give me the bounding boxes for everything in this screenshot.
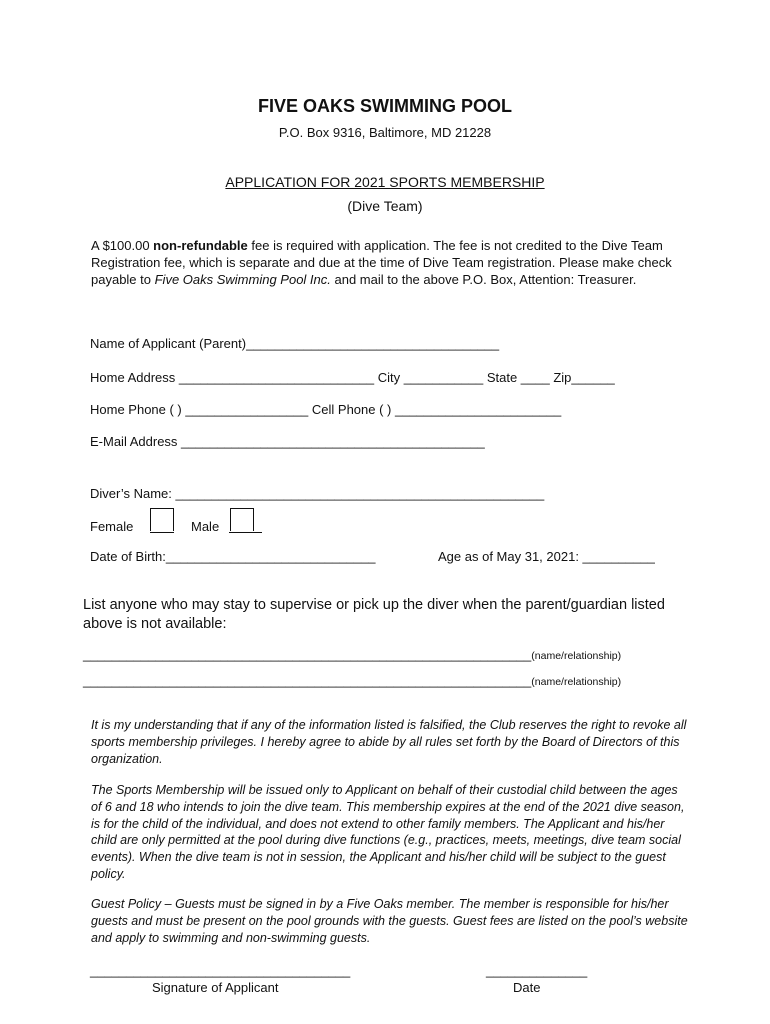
- date-of-birth-field[interactable]: Date of Birth:_____________________________: [90, 549, 376, 564]
- phone-field[interactable]: Home Phone ( ) _________________ Cell Phone ( ) _______________________: [90, 402, 562, 417]
- signature-line[interactable]: ____________________________________: [90, 963, 351, 978]
- male-checkbox[interactable]: [230, 508, 254, 531]
- application-subtitle: (Dive Team): [347, 198, 423, 214]
- email-field[interactable]: E-Mail Address __________________________________________: [90, 434, 485, 449]
- membership-paragraph: The Sports Membership will be issued only to Applicant on behalf of their custodial child between the ages of 6 and 18 who intends to join the dive team. This membership expires at the end of the 2021 dive season, is for the child of the individual, and does not extend to other family members. The Applicant and his/her child are only permitted at the pool during dive functions (e.g., practices, meets, meetings, dive team social events). When the dive team is not in session, the Applicant and his/her child will be subject to the guest policy.: [91, 783, 685, 881]
- signature-label: Signature of Applicant: [152, 980, 279, 995]
- fee-text-bold: non-refundable: [153, 238, 248, 253]
- application-title: [0, 174, 770, 190]
- application-title-text: APPLICATION FOR 2021 SPORTS MEMBERSHIP: [225, 174, 545, 190]
- supervisor-line-1-blank: ______________________________________________________________: [83, 647, 532, 662]
- mailing-address: P.O. Box 9316, Baltimore, MD 21228: [278, 125, 492, 140]
- document-title: FIVE OAKS SWIMMING POOL: [257, 96, 512, 116]
- fee-text-1: A $100.00: [91, 238, 154, 253]
- supervisor-line-1-suffix: (name/relationship): [531, 650, 622, 662]
- falsification-paragraph: It is my understanding that if any of the information listed is falsified, the Club reserves the right to revoke all sports membership privileges. I hereby agree to abide by all rules set forth by the Board of Directors of this organization.: [91, 718, 687, 766]
- female-label: Female: [90, 519, 134, 534]
- supervisor-instructions: List anyone who may stay to supervise or pick up the diver when the parent/guardian listed above is not available:: [83, 597, 665, 632]
- guest-policy-paragraph: Guest Policy – Guests must be signed in by a Five Oaks member. The member is responsible for his/her guests and must be present on the pool grounds with the guests. Guest fees are listed on the pool’s website and apply to swimming and non-swimming guests.: [91, 897, 688, 945]
- date-line[interactable]: ______________: [486, 963, 588, 978]
- fee-text-payee: Five Oaks Swimming Pool Inc.: [154, 272, 331, 287]
- fee-text-2: fee is required with application. The fee is not credited to the Dive Team Registration fee, which is separate and due at the time of Dive Team registration. Please make check payable to: [91, 238, 672, 287]
- fee-text-3: and mail to the above P.O. Box, Attention: Treasurer.: [330, 272, 637, 287]
- home-address-field[interactable]: Home Address ___________________________ City ___________ State ____ Zip______: [90, 370, 615, 385]
- supervisor-line-1[interactable]: [83, 647, 621, 662]
- supervisor-line-2[interactable]: [83, 673, 621, 688]
- diver-name-field[interactable]: Diver’s Name: ___________________________________________________: [90, 486, 545, 501]
- female-checkbox-underline: [150, 532, 174, 533]
- supervisor-line-2-suffix: (name/relationship): [531, 676, 622, 688]
- applicant-name-field[interactable]: Name of Applicant (Parent)___________________________________: [90, 336, 500, 351]
- date-label: Date: [513, 980, 541, 995]
- male-checkbox-underline: [229, 532, 262, 533]
- supervisor-line-2-blank: ______________________________________________________________: [83, 673, 532, 688]
- female-checkbox[interactable]: [150, 508, 174, 531]
- male-label: Male: [191, 519, 220, 534]
- fee-notice: [91, 237, 691, 288]
- age-field[interactable]: Age as of May 31, 2021: __________: [438, 549, 655, 564]
